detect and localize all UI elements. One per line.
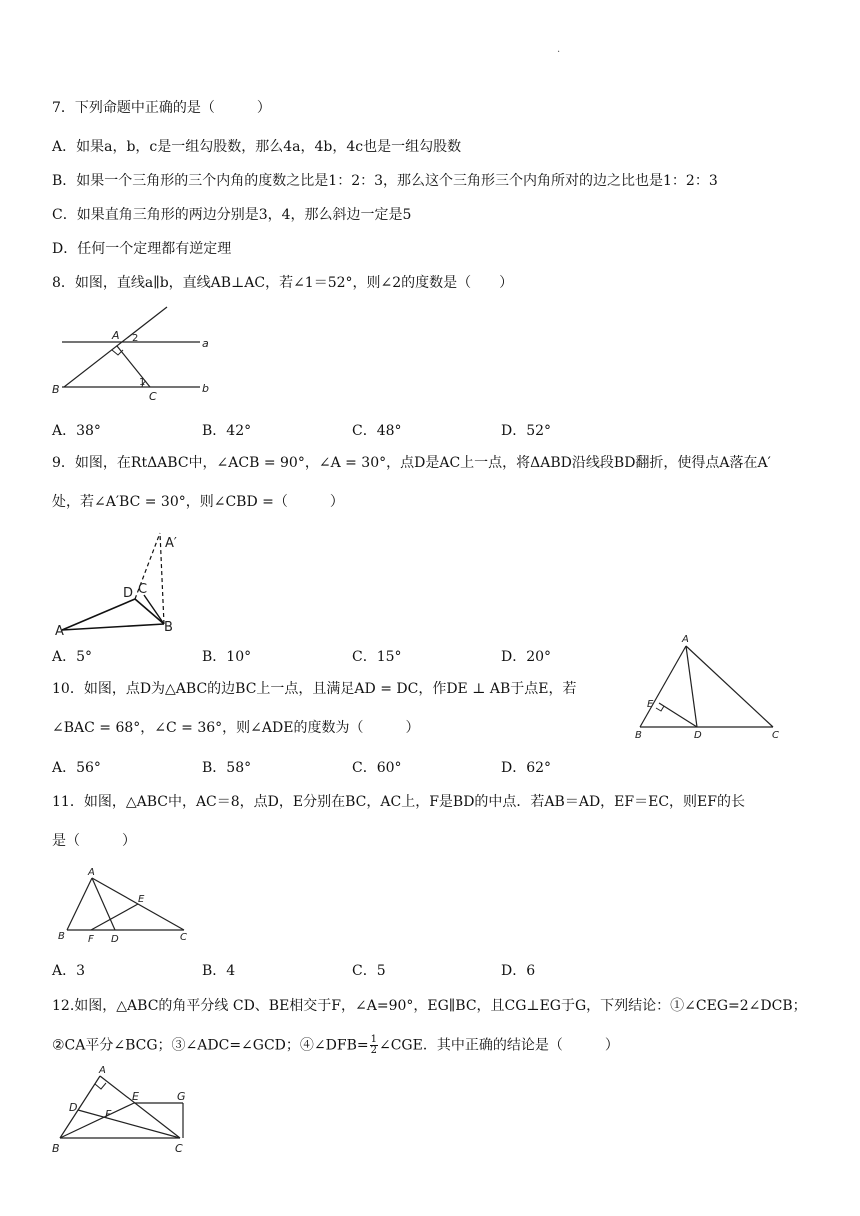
q11-figure — [52, 864, 202, 946]
q10-label-A: A — [682, 634, 689, 645]
q8-options — [52, 421, 672, 441]
q10-label-C: C — [772, 730, 779, 741]
q9-label-A: A — [55, 624, 64, 639]
q11-label-A: A — [88, 867, 95, 878]
q10-label-E: E — [647, 699, 654, 710]
q12-figure — [48, 1064, 198, 1156]
q8-label-b: b — [202, 382, 209, 395]
q7-option-a[interactable]: A．如果a，b，c是一组勾股数，那么4a，4b，4c也是一组勾股数 — [52, 139, 462, 155]
q8-option-d[interactable]: D．52° — [501, 423, 552, 439]
q12-label-A: A — [99, 1065, 106, 1076]
q11-option-a[interactable]: A．3 — [52, 963, 86, 979]
q9-option-a[interactable]: A．5° — [52, 649, 93, 665]
q8-label-C: C — [149, 390, 157, 403]
q11-option-d[interactable]: D．6 — [501, 963, 536, 979]
q8-stem: 8．如图，直线a∥b，直线AB⊥AC，若∠1＝52°，则∠2的度数是（ ） — [52, 275, 514, 291]
q10-option-c[interactable]: C．60° — [352, 760, 402, 776]
q9-option-c[interactable]: C．15° — [352, 649, 402, 665]
q12-stem-line2-part1: ②CA平分∠BCG；③∠ADC=∠GCD；④∠DFB= — [52, 1037, 369, 1054]
q9-option-d[interactable]: D．20° — [501, 649, 552, 665]
q9-stem-line2: 处，若∠A′BC = 30°，则∠CBD =（ ） — [52, 494, 344, 510]
q9-stem-line1: 9．如图，在RtΔABC中，∠ACB = 90°，∠A = 30°，点D是AC上一点，将ΔABD沿线段BD翻折，使得点A落在A′ — [52, 455, 771, 471]
q12-stem-line2-part2: ∠CGE．其中正确的结论是（ ） — [378, 1037, 619, 1054]
q9-label-D: D — [123, 586, 134, 601]
q10-stem-line2: ∠BAC = 68°，∠C = 36°，则∠ADE的度数为（ ） — [52, 720, 420, 736]
q12-stem-line2 — [52, 1035, 619, 1056]
q12-fraction-half — [370, 1035, 378, 1056]
q11-stem-line1: 11．如图，△ABC中，AC＝8，点D，E分别在BC，AC上，F是BD的中点．若AB＝AD，EF＝EC，则EF的长 — [52, 794, 745, 810]
q8-label-A: A — [112, 329, 120, 342]
q11-label-B: B — [58, 931, 65, 942]
q9-figure — [52, 527, 192, 639]
q8-label-2: 2 — [132, 333, 139, 344]
q8-label-B: B — [52, 383, 60, 396]
q7-option-d[interactable]: D．任何一个定理都有逆定理 — [52, 241, 232, 257]
q12-label-C: C — [175, 1142, 183, 1155]
q11-options — [52, 961, 672, 981]
q9-label-Ap: A′ — [165, 536, 177, 551]
q11-stem-line2: 是（ ） — [52, 833, 136, 849]
q9-option-b[interactable]: B．10° — [202, 649, 252, 665]
q10-figure — [630, 630, 790, 742]
q7-stem: 7．下列命题中正确的是（ ） — [52, 100, 271, 116]
q10-option-b[interactable]: B．58° — [202, 760, 252, 776]
q7-option-c[interactable]: C．如果直角三角形的两边分别是3，4，那么斜边一定是5 — [52, 207, 412, 223]
header-dot: . — [557, 44, 561, 55]
q11-option-c[interactable]: C．5 — [352, 963, 386, 979]
q12-label-G: G — [177, 1090, 186, 1103]
q9-options — [52, 647, 672, 667]
q12-label-F: F — [105, 1108, 112, 1121]
q8-option-c[interactable]: C．48° — [352, 423, 402, 439]
q10-stem-line1: 10．如图，点D为△ABC的边BC上一点，且满足AD = DC，作DE ⊥ AB于点E，若 — [52, 681, 577, 697]
q7-option-b[interactable]: B．如果一个三角形的三个内角的度数之比是1：2：3，那么这个三角形三个内角所对的边之比也是1：2：3 — [52, 173, 718, 189]
q8-option-a[interactable]: A．38° — [52, 423, 101, 439]
q10-options — [52, 758, 672, 778]
q12-stem-line1: 12.如图，△ABC的角平分线 CD、BE相交于F，∠A=90°，EG∥BC，且CG⊥EG于G，下列结论：①∠CEG=2∠DCB； — [52, 998, 807, 1014]
q12-label-B: B — [52, 1142, 60, 1155]
q9-label-B: B — [164, 620, 173, 635]
q8-option-b[interactable]: B．42° — [202, 423, 252, 439]
q12-label-E: E — [132, 1090, 139, 1103]
q10-label-B: B — [635, 730, 642, 741]
q10-option-d[interactable]: D．62° — [501, 760, 552, 776]
q11-option-b[interactable]: B．4 — [202, 963, 236, 979]
q11-label-C: C — [180, 932, 187, 943]
q8-label-a: a — [202, 337, 209, 350]
q9-label-C: C — [138, 582, 148, 597]
q10-option-a[interactable]: A．56° — [52, 760, 101, 776]
q8-figure — [52, 305, 222, 403]
q8-label-1: 1 — [139, 377, 146, 388]
q11-label-D: D — [111, 934, 119, 945]
q12-frac-num: 1 — [370, 1034, 377, 1045]
q11-label-F: F — [88, 934, 94, 945]
q10-label-D: D — [694, 730, 702, 741]
q12-label-D: D — [69, 1101, 78, 1114]
q12-frac-den: 2 — [370, 1045, 377, 1056]
q11-label-E: E — [138, 894, 145, 905]
